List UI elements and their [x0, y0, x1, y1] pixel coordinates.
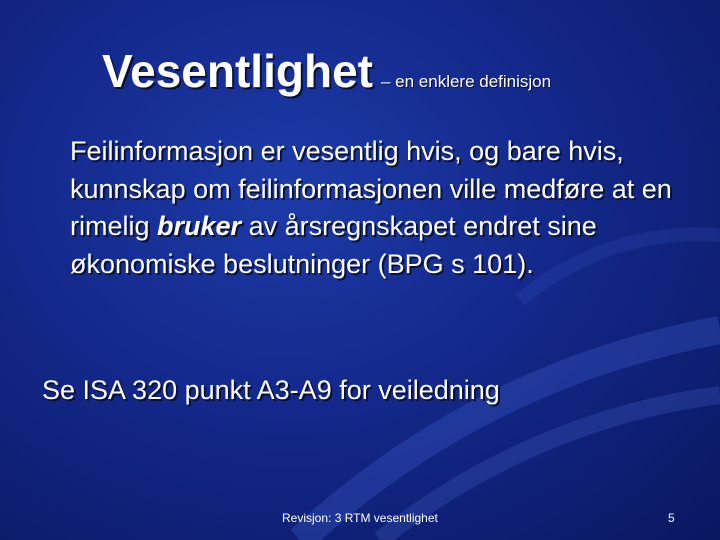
- page-number: 5: [668, 511, 675, 525]
- definition-paragraph: [70, 133, 690, 283]
- definition-emphasis: bruker: [157, 211, 242, 241]
- reference-line: Se ISA 320 punkt A3-A9 for veiledning: [42, 375, 500, 405]
- title-row: [102, 44, 551, 98]
- definition-text-part2: av årsregnskapet endret sine økonomiske beslutninger (BPG s 101).: [70, 211, 597, 279]
- definition-text-part1: Feilinformasjon er vesentlig hvis, og bare hvis, kunnskap om feilinformasjonen ville medføre at en rimelig: [70, 136, 672, 241]
- slide-title: Vesentlighet: [102, 45, 373, 97]
- slide-subtitle: – en enklere definisjon: [380, 72, 552, 91]
- footer-text: Revisjon: 3 RTM vesentlighet: [282, 511, 438, 525]
